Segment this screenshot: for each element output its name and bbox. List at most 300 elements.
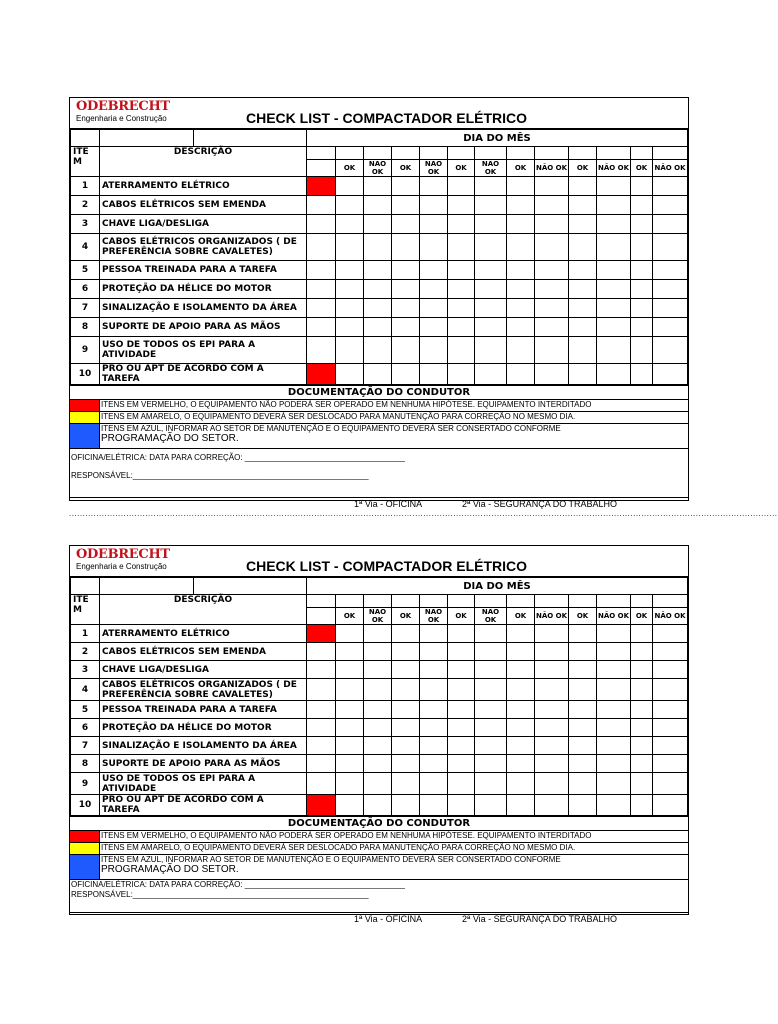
- ok-checkbox[interactable]: [336, 701, 364, 719]
- ok-checkbox[interactable]: [507, 299, 535, 318]
- nao-ok-checkbox[interactable]: [597, 755, 631, 773]
- doc-header: DOCUMENTAÇÃO DO CONDUTOR: [70, 385, 688, 399]
- nao-ok-checkbox[interactable]: [364, 773, 392, 795]
- correction-lines: [70, 879, 688, 912]
- nao-ok-checkbox[interactable]: [475, 701, 507, 719]
- nao-ok-checkbox[interactable]: [475, 719, 507, 737]
- ok-checkbox[interactable]: [569, 261, 597, 280]
- ok-checkbox[interactable]: [448, 773, 475, 795]
- ok-checkbox[interactable]: [507, 737, 535, 755]
- item-description: SINALIZAÇÃO E ISOLAMENTO DA ÁREA: [100, 737, 307, 755]
- nao-ok-checkbox[interactable]: [420, 234, 448, 261]
- oficina-line[interactable]: OFICINA/ELÉTRICA: DATA PARA CORREÇÃO: ____________________________________: [71, 880, 405, 889]
- nao-ok-checkbox[interactable]: [597, 215, 631, 234]
- ok-checkbox[interactable]: [392, 625, 420, 643]
- nao-ok-header: NÃO OK: [420, 160, 448, 177]
- item-description: CABOS ELÉTRICOS ORGANIZADOS ( DE PREFERÊNCIA SOBRE CAVALETES): [100, 679, 307, 701]
- ok-header: OK: [392, 160, 420, 177]
- day-blank: [569, 147, 597, 160]
- nao-ok-checkbox[interactable]: [364, 177, 392, 196]
- nao-ok-checkbox[interactable]: [364, 737, 392, 755]
- nao-ok-checkbox[interactable]: [653, 679, 688, 701]
- item-number: 4: [71, 234, 100, 261]
- nao-ok-checkbox[interactable]: [420, 737, 448, 755]
- nao-ok-checkbox[interactable]: [653, 299, 688, 318]
- ok-checkbox[interactable]: [392, 318, 420, 337]
- ok-checkbox[interactable]: [507, 719, 535, 737]
- ok-checkbox[interactable]: [569, 773, 597, 795]
- ok-checkbox[interactable]: [631, 318, 653, 337]
- ok-checkbox[interactable]: [507, 337, 535, 364]
- ok-header: OK: [507, 160, 535, 177]
- nao-ok-checkbox[interactable]: [653, 234, 688, 261]
- ok-header: OK: [336, 160, 364, 177]
- nao-ok-checkbox[interactable]: [597, 280, 631, 299]
- ok-checkbox[interactable]: [569, 701, 597, 719]
- ok-checkbox[interactable]: [448, 795, 475, 816]
- nao-ok-checkbox[interactable]: [535, 643, 569, 661]
- ok-checkbox[interactable]: [569, 318, 597, 337]
- item-flag: [307, 215, 336, 234]
- ok-checkbox[interactable]: [569, 737, 597, 755]
- nao-ok-checkbox[interactable]: [535, 261, 569, 280]
- nao-ok-checkbox[interactable]: [420, 261, 448, 280]
- nao-ok-checkbox[interactable]: [364, 196, 392, 215]
- oficina-line[interactable]: OFICINA/ELÉTRICA: DATA PARA CORREÇÃO: ____________________________________: [71, 453, 405, 462]
- nao-ok-checkbox[interactable]: [364, 280, 392, 299]
- nao-ok-checkbox[interactable]: [475, 215, 507, 234]
- nao-ok-checkbox[interactable]: [653, 661, 688, 679]
- ok-checkbox[interactable]: [448, 215, 475, 234]
- ok-checkbox[interactable]: [392, 364, 420, 385]
- nao-ok-checkbox[interactable]: [364, 318, 392, 337]
- ok-checkbox[interactable]: [569, 177, 597, 196]
- day-blank: [448, 595, 475, 608]
- ok-checkbox[interactable]: [448, 755, 475, 773]
- nao-ok-checkbox[interactable]: [535, 755, 569, 773]
- ok-checkbox[interactable]: [448, 701, 475, 719]
- ok-checkbox[interactable]: [336, 234, 364, 261]
- item-description: PESSOA TREINADA PARA A TAREFA: [100, 701, 307, 719]
- ok-checkbox[interactable]: [336, 755, 364, 773]
- ok-checkbox[interactable]: [448, 737, 475, 755]
- nao-ok-checkbox[interactable]: [535, 719, 569, 737]
- ok-checkbox[interactable]: [448, 364, 475, 385]
- table-row: [71, 737, 688, 755]
- table-row: [71, 661, 688, 679]
- ok-checkbox[interactable]: [569, 337, 597, 364]
- form-header: [70, 546, 688, 577]
- via-2: 2ª Via - SEGURANÇA DO TRABALHO: [462, 499, 618, 509]
- ok-checkbox[interactable]: [507, 643, 535, 661]
- ok-checkbox[interactable]: [631, 299, 653, 318]
- ok-checkbox[interactable]: [448, 318, 475, 337]
- item-flag: [307, 337, 336, 364]
- item-flag: [307, 701, 336, 719]
- ok-checkbox[interactable]: [448, 337, 475, 364]
- nao-ok-checkbox[interactable]: [364, 795, 392, 816]
- nao-ok-checkbox[interactable]: [364, 755, 392, 773]
- responsavel-line[interactable]: RESPONSÁVEL:_____________________________________________________: [71, 890, 369, 899]
- ok-checkbox[interactable]: [631, 337, 653, 364]
- nao-ok-checkbox[interactable]: [535, 701, 569, 719]
- nao-ok-checkbox[interactable]: [535, 234, 569, 261]
- nao-ok-checkbox[interactable]: [364, 337, 392, 364]
- nao-ok-checkbox[interactable]: [420, 337, 448, 364]
- ok-checkbox[interactable]: [631, 177, 653, 196]
- ok-checkbox[interactable]: [631, 795, 653, 816]
- nao-ok-checkbox[interactable]: [535, 773, 569, 795]
- nao-ok-checkbox[interactable]: [475, 177, 507, 196]
- ok-checkbox[interactable]: [631, 755, 653, 773]
- ok-checkbox[interactable]: [631, 679, 653, 701]
- nao-ok-checkbox[interactable]: [364, 299, 392, 318]
- ok-checkbox[interactable]: [336, 625, 364, 643]
- nao-ok-checkbox[interactable]: [597, 261, 631, 280]
- ok-checkbox[interactable]: [448, 177, 475, 196]
- nao-ok-checkbox[interactable]: [364, 625, 392, 643]
- nao-ok-checkbox[interactable]: [475, 280, 507, 299]
- nao-ok-checkbox[interactable]: [653, 215, 688, 234]
- ok-checkbox[interactable]: [507, 261, 535, 280]
- item-number: 5: [71, 261, 100, 280]
- ok-checkbox[interactable]: [631, 280, 653, 299]
- nao-ok-checkbox[interactable]: [653, 719, 688, 737]
- ok-checkbox[interactable]: [569, 625, 597, 643]
- nao-ok-checkbox[interactable]: [420, 318, 448, 337]
- nao-ok-checkbox[interactable]: [535, 299, 569, 318]
- item-number: 1: [71, 625, 100, 643]
- ok-checkbox[interactable]: [507, 177, 535, 196]
- ok-checkbox[interactable]: [336, 299, 364, 318]
- nao-ok-checkbox[interactable]: [597, 364, 631, 385]
- ok-checkbox[interactable]: [507, 773, 535, 795]
- company-logo: [76, 99, 170, 124]
- ok-checkbox[interactable]: [392, 177, 420, 196]
- ok-checkbox[interactable]: [448, 661, 475, 679]
- nao-ok-checkbox[interactable]: [597, 625, 631, 643]
- ok-checkbox[interactable]: [631, 737, 653, 755]
- ok-checkbox[interactable]: [336, 337, 364, 364]
- ok-checkbox[interactable]: [392, 719, 420, 737]
- nao-ok-checkbox[interactable]: [597, 737, 631, 755]
- nao-ok-checkbox[interactable]: [535, 625, 569, 643]
- ok-checkbox[interactable]: [507, 280, 535, 299]
- nao-ok-checkbox[interactable]: [535, 795, 569, 816]
- day-header: DIA DO MÊS: [307, 578, 688, 595]
- nao-ok-checkbox[interactable]: [535, 737, 569, 755]
- nao-ok-checkbox[interactable]: [475, 661, 507, 679]
- nao-ok-checkbox[interactable]: [475, 773, 507, 795]
- nao-ok-checkbox[interactable]: [653, 795, 688, 816]
- flag-header: [307, 608, 336, 625]
- nao-ok-checkbox[interactable]: [535, 364, 569, 385]
- nao-ok-checkbox[interactable]: [653, 755, 688, 773]
- ok-checkbox[interactable]: [336, 795, 364, 816]
- nao-ok-checkbox[interactable]: [535, 661, 569, 679]
- ok-checkbox[interactable]: [336, 364, 364, 385]
- nao-ok-checkbox[interactable]: [475, 234, 507, 261]
- nao-ok-checkbox[interactable]: [420, 215, 448, 234]
- nao-ok-checkbox[interactable]: [653, 196, 688, 215]
- nao-ok-checkbox[interactable]: [597, 701, 631, 719]
- ok-checkbox[interactable]: [336, 177, 364, 196]
- nao-ok-checkbox[interactable]: [653, 625, 688, 643]
- ok-checkbox[interactable]: [392, 196, 420, 215]
- nao-ok-checkbox[interactable]: [364, 719, 392, 737]
- ok-checkbox[interactable]: [569, 755, 597, 773]
- nao-ok-checkbox[interactable]: [597, 773, 631, 795]
- day-blank: [535, 595, 569, 608]
- nao-ok-checkbox[interactable]: [364, 364, 392, 385]
- item-flag: [307, 661, 336, 679]
- ok-checkbox[interactable]: [507, 196, 535, 215]
- nao-ok-checkbox[interactable]: [420, 679, 448, 701]
- nao-ok-checkbox[interactable]: [475, 737, 507, 755]
- nao-ok-checkbox[interactable]: [653, 643, 688, 661]
- nao-ok-checkbox[interactable]: [420, 795, 448, 816]
- ok-checkbox[interactable]: [569, 196, 597, 215]
- nao-ok-checkbox[interactable]: [535, 318, 569, 337]
- item-description: PROTEÇÃO DA HÉLICE DO MOTOR: [100, 719, 307, 737]
- ok-checkbox[interactable]: [448, 643, 475, 661]
- nao-ok-checkbox[interactable]: [653, 261, 688, 280]
- ok-checkbox[interactable]: [392, 337, 420, 364]
- ok-checkbox[interactable]: [631, 625, 653, 643]
- ok-checkbox[interactable]: [392, 795, 420, 816]
- nao-ok-checkbox[interactable]: [535, 679, 569, 701]
- ok-checkbox[interactable]: [631, 364, 653, 385]
- ok-checkbox[interactable]: [336, 737, 364, 755]
- ok-checkbox[interactable]: [392, 773, 420, 795]
- ok-checkbox[interactable]: [336, 261, 364, 280]
- ok-checkbox[interactable]: [392, 679, 420, 701]
- nao-ok-checkbox[interactable]: [597, 643, 631, 661]
- ok-checkbox[interactable]: [569, 234, 597, 261]
- day-blank: [364, 147, 392, 160]
- table-row: [71, 701, 688, 719]
- ok-checkbox[interactable]: [392, 280, 420, 299]
- ok-checkbox[interactable]: [336, 643, 364, 661]
- ok-checkbox[interactable]: [631, 215, 653, 234]
- ok-checkbox[interactable]: [392, 661, 420, 679]
- ok-checkbox[interactable]: [448, 234, 475, 261]
- nao-ok-checkbox[interactable]: [420, 177, 448, 196]
- ok-checkbox[interactable]: [336, 719, 364, 737]
- ok-checkbox[interactable]: [569, 679, 597, 701]
- nao-ok-checkbox[interactable]: [653, 337, 688, 364]
- ok-checkbox[interactable]: [569, 795, 597, 816]
- nao-ok-checkbox[interactable]: [597, 679, 631, 701]
- nao-ok-checkbox[interactable]: [364, 661, 392, 679]
- nao-ok-checkbox[interactable]: [597, 661, 631, 679]
- responsavel-line[interactable]: RESPONSÁVEL:_____________________________________________________: [71, 471, 369, 480]
- ok-checkbox[interactable]: [569, 299, 597, 318]
- nao-ok-checkbox[interactable]: [475, 299, 507, 318]
- ok-checkbox[interactable]: [507, 364, 535, 385]
- ok-checkbox[interactable]: [392, 261, 420, 280]
- ok-checkbox[interactable]: [336, 215, 364, 234]
- item-number: 9: [71, 773, 100, 795]
- nao-ok-checkbox[interactable]: [420, 299, 448, 318]
- nao-ok-checkbox[interactable]: [364, 215, 392, 234]
- nao-ok-checkbox[interactable]: [475, 318, 507, 337]
- nao-ok-header: NÃO OK: [653, 160, 688, 177]
- nao-ok-checkbox[interactable]: [653, 177, 688, 196]
- ok-checkbox[interactable]: [569, 661, 597, 679]
- nao-ok-checkbox[interactable]: [653, 318, 688, 337]
- header-blank: [100, 578, 194, 595]
- ok-header: OK: [569, 160, 597, 177]
- ok-checkbox[interactable]: [507, 234, 535, 261]
- nao-ok-checkbox[interactable]: [597, 234, 631, 261]
- ok-checkbox[interactable]: [507, 679, 535, 701]
- description-header: DESCRIÇÃO: [100, 595, 307, 625]
- ok-checkbox[interactable]: [507, 318, 535, 337]
- ok-checkbox[interactable]: [507, 215, 535, 234]
- header-blank: [71, 578, 100, 595]
- ok-checkbox[interactable]: [392, 643, 420, 661]
- ok-checkbox[interactable]: [448, 679, 475, 701]
- nao-ok-checkbox[interactable]: [420, 643, 448, 661]
- item-number: 8: [71, 318, 100, 337]
- ok-checkbox[interactable]: [392, 234, 420, 261]
- ok-checkbox[interactable]: [336, 661, 364, 679]
- ok-checkbox[interactable]: [392, 299, 420, 318]
- ok-checkbox[interactable]: [336, 318, 364, 337]
- nao-ok-checkbox[interactable]: [597, 318, 631, 337]
- nao-ok-checkbox[interactable]: [420, 755, 448, 773]
- ok-checkbox[interactable]: [392, 215, 420, 234]
- ok-checkbox[interactable]: [448, 261, 475, 280]
- nao-ok-checkbox[interactable]: [653, 701, 688, 719]
- ok-checkbox[interactable]: [569, 280, 597, 299]
- item-number: 10: [71, 364, 100, 385]
- day-blank: [307, 147, 336, 160]
- ok-checkbox[interactable]: [336, 773, 364, 795]
- nao-ok-checkbox[interactable]: [535, 337, 569, 364]
- nao-ok-checkbox[interactable]: [597, 299, 631, 318]
- nao-ok-checkbox[interactable]: [535, 215, 569, 234]
- item-flag: [307, 261, 336, 280]
- nao-ok-checkbox[interactable]: [653, 280, 688, 299]
- nao-ok-checkbox[interactable]: [597, 719, 631, 737]
- ok-checkbox[interactable]: [507, 701, 535, 719]
- nao-ok-checkbox[interactable]: [475, 643, 507, 661]
- nao-ok-checkbox[interactable]: [535, 177, 569, 196]
- ok-checkbox[interactable]: [448, 719, 475, 737]
- ok-checkbox[interactable]: [336, 679, 364, 701]
- nao-ok-checkbox[interactable]: [364, 701, 392, 719]
- nao-ok-checkbox[interactable]: [597, 795, 631, 816]
- ok-checkbox[interactable]: [507, 755, 535, 773]
- nao-ok-checkbox[interactable]: [420, 196, 448, 215]
- nao-ok-checkbox[interactable]: [653, 737, 688, 755]
- ok-checkbox[interactable]: [392, 755, 420, 773]
- item-flag: [307, 719, 336, 737]
- table-row: [71, 196, 688, 215]
- ok-checkbox[interactable]: [336, 280, 364, 299]
- nao-ok-header: NÃO OK: [535, 160, 569, 177]
- nao-ok-checkbox[interactable]: [535, 280, 569, 299]
- nao-ok-checkbox[interactable]: [475, 196, 507, 215]
- nao-ok-checkbox[interactable]: [475, 261, 507, 280]
- nao-ok-checkbox[interactable]: [420, 719, 448, 737]
- ok-checkbox[interactable]: [392, 737, 420, 755]
- ok-checkbox[interactable]: [631, 773, 653, 795]
- nao-ok-header: NÃO OK: [475, 608, 507, 625]
- nao-ok-checkbox[interactable]: [475, 625, 507, 643]
- nao-ok-checkbox[interactable]: [364, 261, 392, 280]
- nao-ok-checkbox[interactable]: [597, 196, 631, 215]
- header-blank: [71, 130, 100, 147]
- ok-checkbox[interactable]: [507, 661, 535, 679]
- ok-header: OK: [336, 608, 364, 625]
- ok-checkbox[interactable]: [507, 625, 535, 643]
- ok-checkbox[interactable]: [569, 215, 597, 234]
- nao-ok-checkbox[interactable]: [420, 625, 448, 643]
- nao-ok-checkbox[interactable]: [364, 679, 392, 701]
- nao-ok-checkbox[interactable]: [653, 364, 688, 385]
- ok-checkbox[interactable]: [569, 364, 597, 385]
- nao-ok-checkbox[interactable]: [364, 643, 392, 661]
- ok-checkbox[interactable]: [448, 280, 475, 299]
- item-description: CABOS ELÉTRICOS SEM EMENDA: [100, 643, 307, 661]
- ok-checkbox[interactable]: [631, 661, 653, 679]
- item-description: USO DE TODOS OS EPI PARA A ATIVIDADE: [100, 773, 307, 795]
- ok-checkbox[interactable]: [507, 795, 535, 816]
- nao-ok-checkbox[interactable]: [597, 337, 631, 364]
- ok-checkbox[interactable]: [631, 196, 653, 215]
- item-flag: [307, 737, 336, 755]
- ok-checkbox[interactable]: [631, 261, 653, 280]
- day-blank: [420, 595, 448, 608]
- ok-checkbox[interactable]: [448, 299, 475, 318]
- ok-checkbox[interactable]: [448, 196, 475, 215]
- nao-ok-checkbox[interactable]: [420, 661, 448, 679]
- nao-ok-checkbox[interactable]: [475, 337, 507, 364]
- nao-ok-checkbox[interactable]: [475, 679, 507, 701]
- nao-ok-checkbox[interactable]: [535, 196, 569, 215]
- item-description: CABOS ELÉTRICOS SEM EMENDA: [100, 196, 307, 215]
- ok-checkbox[interactable]: [631, 701, 653, 719]
- ok-checkbox[interactable]: [631, 234, 653, 261]
- nao-ok-checkbox[interactable]: [475, 364, 507, 385]
- nao-ok-checkbox[interactable]: [475, 755, 507, 773]
- ok-checkbox[interactable]: [631, 643, 653, 661]
- day-blank: [535, 147, 569, 160]
- ok-checkbox[interactable]: [392, 701, 420, 719]
- nao-ok-checkbox[interactable]: [364, 234, 392, 261]
- nao-ok-checkbox[interactable]: [475, 795, 507, 816]
- form-footer: [70, 912, 688, 926]
- ok-checkbox[interactable]: [569, 719, 597, 737]
- ok-header: OK: [448, 160, 475, 177]
- ok-checkbox[interactable]: [336, 196, 364, 215]
- nao-ok-checkbox[interactable]: [597, 177, 631, 196]
- nao-ok-checkbox[interactable]: [420, 280, 448, 299]
- nao-ok-checkbox[interactable]: [420, 364, 448, 385]
- item-number: 8: [71, 755, 100, 773]
- ok-checkbox[interactable]: [569, 643, 597, 661]
- nao-ok-checkbox[interactable]: [653, 773, 688, 795]
- nao-ok-checkbox[interactable]: [420, 773, 448, 795]
- ok-checkbox[interactable]: [631, 719, 653, 737]
- ok-checkbox[interactable]: [448, 625, 475, 643]
- legend-yellow: ITENS EM AMARELO, O EQUIPAMENTO DEVERÁ SER DESLOCADO PARA MANUTENÇÃO PARA CORREÇÃO NO MESMO DIA.: [70, 411, 688, 423]
- nao-ok-checkbox[interactable]: [420, 701, 448, 719]
- day-blank: [475, 595, 507, 608]
